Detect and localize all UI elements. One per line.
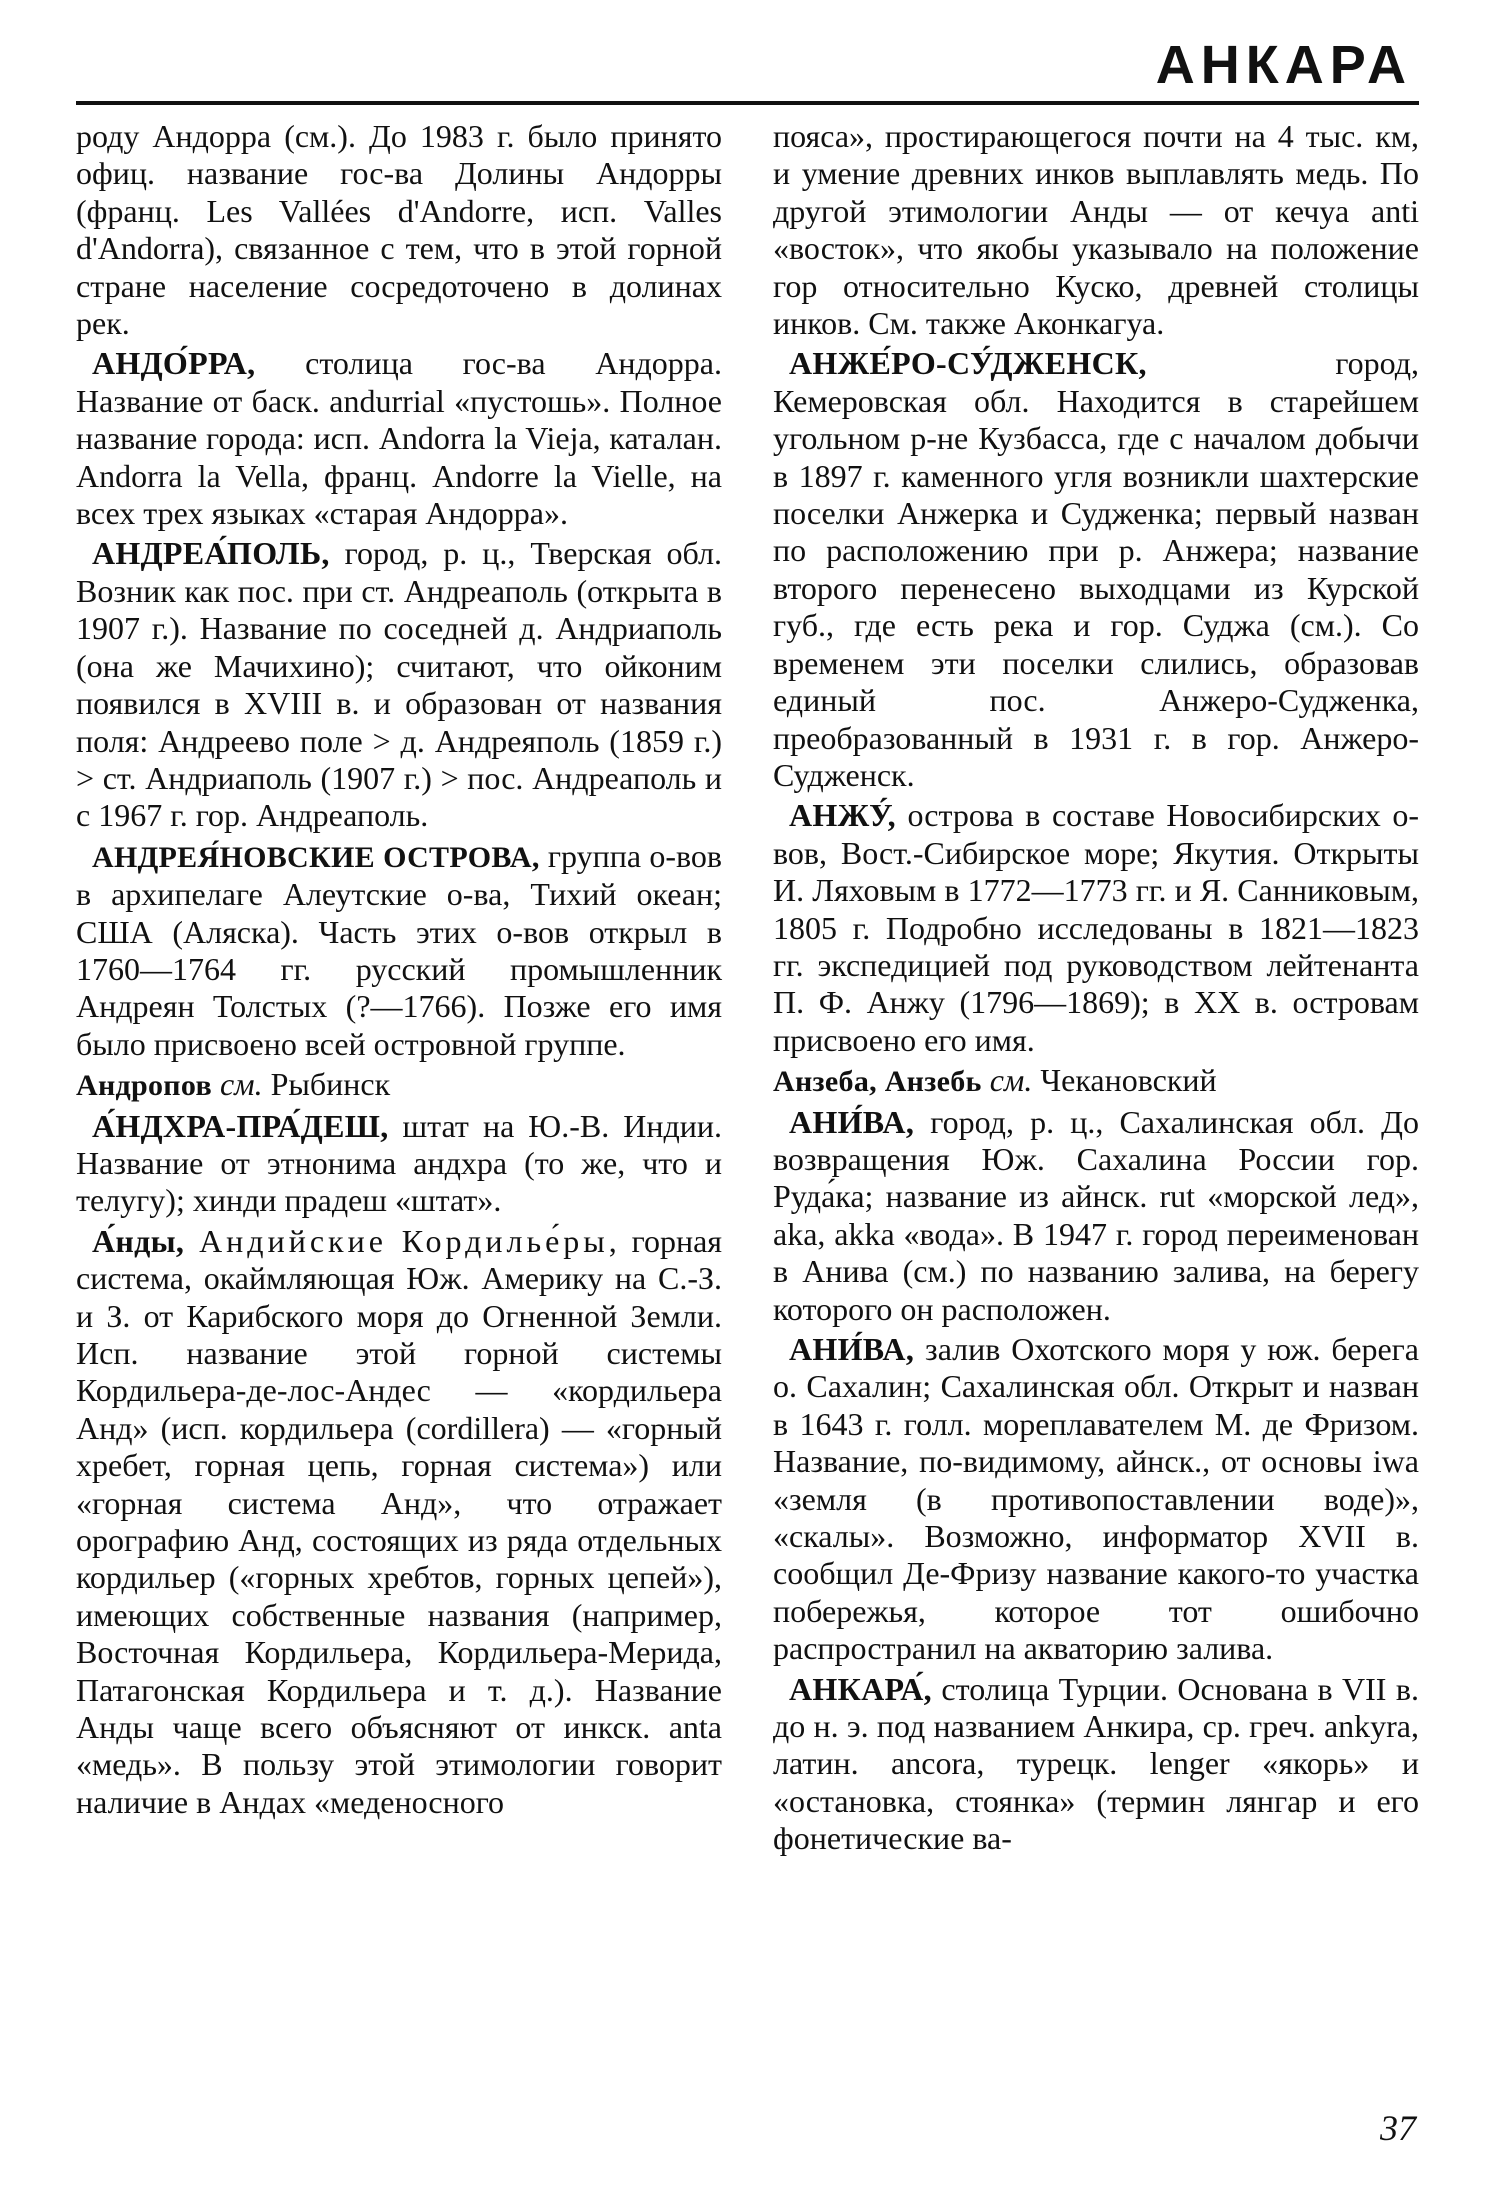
entry-headword: Анзеба, Анзебь (773, 1065, 982, 1099)
entry-andorra-capital (76, 345, 722, 532)
running-head: АНКАРА (1155, 35, 1412, 95)
page-number: 37 (1380, 2108, 1416, 2148)
header-rule (76, 101, 1419, 105)
entry-aniva-bay (773, 1331, 1419, 1668)
entry-text: пояса», простирающегося почти на 4 тыс. км, и умение древних инков выплавлять медь. По другой этимологии Анды — от кечуа anti «восток», что якобы указывало на положение гор относительно Куско, древней столицы инков. См. также Аконкагуа. (773, 118, 1419, 342)
entry-headword: АНДРЕА́ПОЛЬ, (92, 535, 330, 572)
entry-text: залив Охотского моря у юж. берега о. Сахалин; Сахалинская обл. Открыт и назван в 1643 г. голл. мореплавателем М. де Фризом. Название, по-видимому, айнск., от основы iwa «земля (в противопоставлении воде)», «скалы». Возможно, информатор XVII в. сообщил Де-Фризу название какого-то участка побережья, которое тот ошибочно распространил на акваторию залива. (773, 1331, 1419, 1667)
cross-reference-marker: см. (211, 1066, 263, 1103)
right-column (773, 118, 1419, 1861)
entry-ankara (773, 1671, 1419, 1858)
entry-text: столица гос-ва Андорра. Название от баск. andurrial «пустошь». Полное название города: исп. Andorra la Vieja, каталан. Andorra la Vella, франц. Andorre la Vielle, на всех трех языках «старая Андорра». (76, 345, 722, 532)
cross-reference-marker: см. (981, 1062, 1033, 1099)
entry-text: роду Андорра (см.). До 1983 г. было принято офиц. название гос-ва Долины Андорры (франц. Les Vallées d'Andorre, исп. Valles d'Andorra), связанное с тем, что в этой горной стране население сосредоточено в долинах рек. (76, 118, 722, 342)
entry-headword: А́НДХРА-ПРА́ДЕШ, (92, 1107, 389, 1144)
entry-andreyanovskie-islands (76, 838, 722, 1063)
entry-text: Рыбинск (262, 1066, 391, 1103)
entry-anzhu (773, 797, 1419, 1059)
entry-headword: Андропов (76, 1069, 212, 1103)
left-column (76, 118, 722, 1824)
entry-text: группа о-вов в архипелаге Алеутские о-ва, Тихий океан; США (Аляска). Часть этих о-вов открыл в 1760—1764 гг. русский промышленник Андреян Толстых (?—1766). Позже его имя было присвоено всей островной группе. (76, 837, 723, 1062)
entry-andes (76, 1223, 722, 1822)
entry-alt-name: Андийские Кордилье́ры, (184, 1222, 621, 1259)
entry-aniva-town (773, 1104, 1419, 1328)
entry-headword: АНИ́ВА, (789, 1103, 915, 1140)
entry-text: город, Кемеровская обл. Находится в старейшем угольном р-не Кузбасса, где с началом добычи в 1897 г. каменного угля возникли шахтерские поселки Анжерка и Судженка; первый назван по расположению при р. Анжера; название второго перенесено выходцами из Курской губ., где есть река и гор. Суджа (см.). Со временем эти поселки слились, образовав единый пос. Анжеро-Судженка, преобразованный в 1931 г. в гор. Анжеро-Судженск. (773, 345, 1419, 793)
entry-headword: АНИ́ВА, (789, 1331, 915, 1367)
entry-text: штат на Ю.-В. Индии. Название от этнонима андхра (то же, что и телугу); хинди прадеш «штат». (76, 1107, 722, 1219)
entry-andes-continued (773, 118, 1419, 342)
entry-andreapol (76, 535, 722, 834)
entry-andhra-pradesh (76, 1108, 722, 1220)
entry-headword: АНЖУ́, (789, 797, 896, 834)
entry-text: горная система, окаймляющая Юж. Америку на С.-З. и З. от Карибского моря до Огненной Земли. Исп. название этой горной системы Кордильера-де-лос-Андес — «кордильера Анд» (исп. кордильера (cordillera) — «горный хребет, горная цепь, горная система») или «горная система Анд», что отражает орографию Анд, состоящих из ряда отдельных кордильер («горных хребтов, горных цепей»), имеющих собственные названия (например, Восточная Кордильера, Кордильера-Мерида, Патагонская Кордильера и т. д.). Название Анды чаще всего объясняют от инкск. anta «медь». В пользу этой этимологии говорит наличие в Андах «меденосного (76, 1222, 723, 1820)
entry-text: столица Турции. Основана в VII в. до н. э. под названием Анкира, ср. греч. ankyra, латин. ancora, турецк. lenger «якорь» и «остановка, стоянка» (термин лянгар и его фонетические ва- (773, 1670, 1419, 1857)
entry-text: острова в составе Новосибирских о-вов, Вост.-Сибирское море; Якутия. Открыты И. Ляховым в 1772—1773 гг. и Я. Санниковым, 1805 г. Подробно исследованы в 1821—1823 гг. экспедицией под руководством лейтенанта П. Ф. Анжу (1796—1869); в XX в. островам присвоено его имя. (773, 797, 1419, 1058)
entry-headword: АНКАРА́, (789, 1670, 932, 1707)
entry-anzeba-reference (773, 1062, 1419, 1100)
entry-andorra-continued (76, 118, 722, 342)
entry-text: город, р. ц., Тверская обл. Возник как пос. при ст. Андреаполь (открыта в 1907 г.). Название по соседней д. Андриаполь (она же Мачихино); считают, что ойконим появился в XVIII в. и образован от названия поля: Андреево поле > д. Андреяполь (1859 г.) > ст. Андриаполь (1907 г.) > пос. Андреаполь и с 1967 г. гор. Андреаполь. (76, 535, 722, 834)
entry-text: город, р. ц., Сахалинская обл. До возвращения Юж. Сахалина России гор. Руда́ка; название из айнск. rut «морской лед», aka, akka «вода». В 1947 г. город переименован в Анива (см.) по названию залива, на берегу которого он расположен. (773, 1103, 1419, 1327)
entry-andropov-reference (76, 1066, 722, 1104)
entry-anzhero-sudzhensk (773, 345, 1419, 794)
entry-headword: А́нды, (92, 1222, 185, 1259)
entry-headword: АНДО́РРА, (92, 345, 256, 382)
entry-text: Чекановский (1032, 1062, 1217, 1099)
entry-headword: АНДРЕЯ́НОВСКИЕ ОСТРОВА, (92, 840, 540, 874)
entry-headword: АНЖЕ́РО-СУ́ДЖЕНСК, (789, 345, 1147, 382)
